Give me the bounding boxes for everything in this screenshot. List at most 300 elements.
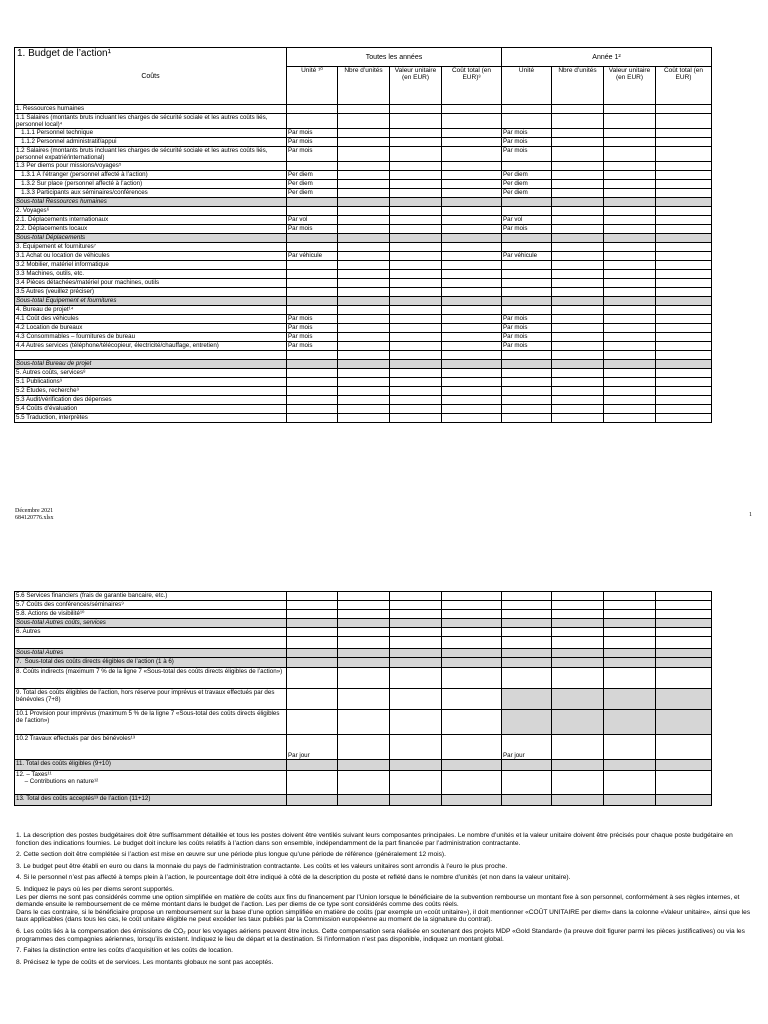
footnote: 2. Cette section doit être complétée si l’action est mise en œuvre sur une période plus longue qu’une période de référence (généralement 12 mois).	[16, 851, 446, 859]
value-cell	[604, 760, 656, 771]
value-cell	[442, 252, 502, 261]
budget-row	[15, 270, 712, 279]
budget-row	[15, 689, 712, 710]
value-cell	[604, 234, 656, 243]
value-cell	[656, 378, 712, 387]
value-cell	[338, 658, 390, 668]
budget-row	[15, 162, 712, 171]
row-label: 3.3 Machines, outils, etc.	[15, 270, 287, 279]
unit-cell	[287, 297, 338, 306]
row-label: 5.1 Publications⁹	[15, 378, 287, 387]
value-cell	[656, 689, 712, 710]
value-cell	[656, 306, 712, 315]
value-cell	[390, 279, 442, 288]
value-cell	[656, 710, 712, 735]
value-cell	[656, 297, 712, 306]
budget-row	[15, 225, 712, 234]
row-label: 5.2 Études, recherche⁹	[15, 387, 287, 396]
row-label: 11. Total des coûts éligibles (9+10)	[15, 760, 287, 771]
value-cell	[390, 261, 442, 270]
value-cell	[656, 243, 712, 252]
value-cell	[442, 360, 502, 369]
row-label: 3. Equipement et fournitures⁷	[15, 243, 287, 252]
value-cell	[656, 288, 712, 297]
budget-row	[15, 198, 712, 207]
unit-cell-year-1	[502, 378, 552, 387]
value-cell	[390, 414, 442, 423]
value-cell	[338, 360, 390, 369]
value-cell	[656, 252, 712, 261]
value-cell	[604, 261, 656, 270]
unit-cell	[287, 619, 338, 628]
unit-cell	[287, 649, 338, 658]
value-cell	[656, 601, 712, 610]
budget-row	[15, 114, 712, 129]
value-cell	[338, 342, 390, 351]
unit-cell	[287, 198, 338, 207]
value-cell	[604, 735, 656, 760]
unit-cell: Par jour	[287, 735, 338, 760]
value-cell	[390, 162, 442, 171]
value-cell	[656, 171, 712, 180]
value-cell	[442, 735, 502, 760]
value-cell	[338, 795, 390, 806]
unit-cell	[287, 668, 338, 689]
value-cell	[390, 628, 442, 637]
value-cell	[604, 601, 656, 610]
unit-cell-year-1: Par mois	[502, 225, 552, 234]
column-header: Coût total (en EUR)³	[442, 67, 502, 105]
group-header-year-1: Année 1²	[502, 48, 712, 67]
unit-cell: Per diem	[287, 189, 338, 198]
unit-cell-year-1	[502, 619, 552, 628]
value-cell	[552, 261, 604, 270]
row-label: 4. Bureau de projet¹⁴	[15, 306, 287, 315]
value-cell	[604, 198, 656, 207]
value-cell	[442, 234, 502, 243]
value-cell	[442, 105, 502, 114]
value-cell	[552, 637, 604, 649]
value-cell	[604, 592, 656, 601]
value-cell	[338, 771, 390, 795]
value-cell	[656, 207, 712, 216]
value-cell	[552, 649, 604, 658]
value-cell	[552, 270, 604, 279]
value-cell	[390, 387, 442, 396]
value-cell	[338, 225, 390, 234]
value-cell	[442, 324, 502, 333]
budget-row	[15, 297, 712, 306]
unit-cell	[287, 637, 338, 649]
value-cell	[390, 637, 442, 649]
value-cell	[656, 270, 712, 279]
unit-cell-year-1: Par mois	[502, 333, 552, 342]
value-cell	[656, 225, 712, 234]
budget-row	[15, 243, 712, 252]
column-header: Valeur unitaire (en EUR)	[604, 67, 656, 105]
value-cell	[442, 306, 502, 315]
value-cell	[338, 637, 390, 649]
unit-cell-year-1	[502, 207, 552, 216]
value-cell	[552, 735, 604, 760]
value-cell	[604, 147, 656, 162]
value-cell	[552, 324, 604, 333]
budget-row	[15, 324, 712, 333]
budget-row	[15, 637, 712, 649]
value-cell	[338, 324, 390, 333]
value-cell	[552, 207, 604, 216]
value-cell	[656, 138, 712, 147]
budget-row	[15, 378, 712, 387]
value-cell	[338, 252, 390, 261]
value-cell	[338, 735, 390, 760]
value-cell	[656, 216, 712, 225]
value-cell	[338, 414, 390, 423]
row-label: 2. Voyages⁶	[15, 207, 287, 216]
row-label: 4.3 Consommables – fournitures de bureau	[15, 333, 287, 342]
unit-cell-year-1: Par mois	[502, 342, 552, 351]
value-cell	[390, 369, 442, 378]
budget-row	[15, 387, 712, 396]
budget-row	[15, 405, 712, 414]
value-cell	[338, 297, 390, 306]
value-cell	[552, 351, 604, 360]
footnote: 3. Le budget peut être établi en euro ou dans la monnaie du pays de l’administration contractante. Les coûts et les valeurs unitaires sont arrondis à l’euro le plus proche.	[16, 862, 508, 870]
value-cell	[552, 315, 604, 324]
value-cell	[338, 138, 390, 147]
value-cell	[552, 114, 604, 129]
row-label: 2.1. Déplacements internationaux	[15, 216, 287, 225]
value-cell	[552, 592, 604, 601]
budget-row	[15, 342, 712, 351]
unit-cell: Par mois	[287, 324, 338, 333]
value-cell	[442, 261, 502, 270]
row-label: 1.3.3 Participants aux séminaires/conférences	[15, 189, 287, 198]
unit-cell-year-1	[502, 405, 552, 414]
value-cell	[442, 147, 502, 162]
value-cell	[390, 342, 442, 351]
value-cell	[390, 592, 442, 601]
unit-cell	[287, 689, 338, 710]
value-cell	[338, 216, 390, 225]
value-cell	[442, 649, 502, 658]
value-cell	[338, 689, 390, 710]
value-cell	[390, 668, 442, 689]
value-cell	[390, 180, 442, 189]
unit-cell	[287, 628, 338, 637]
value-cell	[442, 270, 502, 279]
unit-cell	[287, 261, 338, 270]
value-cell	[656, 360, 712, 369]
footnote: 4. Si le personnel n’est pas affecté à temps plein à l’action, le pourcentage doit être indiqué à côté de la description du poste et reflété dans le nombre d’unités (et non dans la valeur unitaire).	[16, 874, 571, 882]
value-cell	[442, 405, 502, 414]
value-cell	[390, 378, 442, 387]
unit-cell-year-1	[502, 649, 552, 658]
value-cell	[656, 668, 712, 689]
value-cell	[338, 162, 390, 171]
budget-table-page-1	[14, 47, 712, 423]
value-cell	[338, 243, 390, 252]
row-label: 1.3.2 Sur place (personnel affecté à l’action)	[15, 180, 287, 189]
value-cell	[656, 795, 712, 806]
row-label: 4.1 Coût des véhicules	[15, 315, 287, 324]
value-cell	[552, 771, 604, 795]
value-cell	[604, 658, 656, 668]
row-label	[15, 637, 287, 649]
value-cell	[390, 105, 442, 114]
value-cell	[604, 270, 656, 279]
budget-row	[15, 279, 712, 288]
value-cell	[604, 324, 656, 333]
value-cell	[552, 387, 604, 396]
unit-cell: Par mois	[287, 225, 338, 234]
value-cell	[656, 735, 712, 760]
value-cell	[390, 315, 442, 324]
value-cell	[656, 114, 712, 129]
value-cell	[390, 760, 442, 771]
unit-cell-year-1	[502, 279, 552, 288]
value-cell	[552, 189, 604, 198]
unit-cell: Par vol	[287, 216, 338, 225]
value-cell	[604, 279, 656, 288]
value-cell	[656, 324, 712, 333]
value-cell	[338, 619, 390, 628]
value-cell	[552, 288, 604, 297]
value-cell	[604, 387, 656, 396]
value-cell	[442, 628, 502, 637]
value-cell	[390, 735, 442, 760]
value-cell	[656, 760, 712, 771]
value-cell	[604, 689, 656, 710]
value-cell	[552, 360, 604, 369]
unit-cell-year-1	[502, 234, 552, 243]
value-cell	[552, 171, 604, 180]
budget-row	[15, 333, 712, 342]
value-cell	[552, 138, 604, 147]
value-cell	[604, 225, 656, 234]
value-cell	[390, 252, 442, 261]
row-label: 1. Ressources humaines	[15, 105, 287, 114]
unit-cell-year-1	[502, 637, 552, 649]
value-cell	[656, 147, 712, 162]
unit-cell	[287, 601, 338, 610]
budget-row	[15, 771, 712, 795]
value-cell	[604, 129, 656, 138]
value-cell	[552, 243, 604, 252]
value-cell	[442, 342, 502, 351]
row-label: 5. Autres coûts, services⁸	[15, 369, 287, 378]
value-cell	[390, 324, 442, 333]
unit-cell-year-1	[502, 162, 552, 171]
value-cell	[390, 288, 442, 297]
unit-cell-year-1	[502, 771, 552, 795]
unit-cell-year-1	[502, 270, 552, 279]
value-cell	[442, 180, 502, 189]
value-cell	[390, 171, 442, 180]
row-label	[15, 351, 287, 360]
value-cell	[442, 171, 502, 180]
value-cell	[338, 198, 390, 207]
value-cell	[442, 771, 502, 795]
footnote: 7. Faites la distinction entre les coûts d’acquisition et les coûts de location.	[16, 947, 233, 955]
footer-file: 684120776.xlsx	[15, 515, 54, 521]
unit-cell: Par mois	[287, 147, 338, 162]
value-cell	[442, 396, 502, 405]
unit-cell-year-1	[502, 297, 552, 306]
value-cell	[552, 414, 604, 423]
value-cell	[442, 216, 502, 225]
value-cell	[338, 207, 390, 216]
value-cell	[656, 396, 712, 405]
row-label: 4.2 Location de bureaux	[15, 324, 287, 333]
unit-cell-year-1: Per diem	[502, 180, 552, 189]
value-cell	[656, 279, 712, 288]
row-label: 7. Sous-total des coûts directs éligibles de l’action (1 à 6)	[15, 658, 287, 668]
value-cell	[442, 760, 502, 771]
value-cell	[604, 162, 656, 171]
unit-cell	[287, 207, 338, 216]
budget-row	[15, 414, 712, 423]
value-cell	[390, 234, 442, 243]
value-cell	[390, 360, 442, 369]
value-cell	[604, 649, 656, 658]
value-cell	[442, 592, 502, 601]
unit-cell-year-1	[502, 387, 552, 396]
value-cell	[390, 619, 442, 628]
row-label: 12. – Taxes¹¹ – Contributions en nature¹²	[15, 771, 287, 795]
unit-cell-year-1	[502, 369, 552, 378]
value-cell	[442, 689, 502, 710]
value-cell	[338, 405, 390, 414]
value-cell	[338, 610, 390, 619]
unit-cell	[287, 760, 338, 771]
budget-row	[15, 288, 712, 297]
unit-cell-year-1	[502, 610, 552, 619]
group-header-all-years: Toutes les années	[287, 48, 502, 67]
row-label: 5.5 Traduction, interprètes	[15, 414, 287, 423]
value-cell	[604, 180, 656, 189]
value-cell	[442, 138, 502, 147]
unit-cell	[287, 234, 338, 243]
value-cell	[552, 658, 604, 668]
value-cell	[442, 668, 502, 689]
value-cell	[604, 795, 656, 806]
value-cell	[656, 180, 712, 189]
unit-cell: Par mois	[287, 333, 338, 342]
value-cell	[656, 610, 712, 619]
unit-cell-year-1	[502, 668, 552, 689]
row-label: 3.4 Pièces détachées/matériel pour machines, outils	[15, 279, 287, 288]
unit-cell	[287, 288, 338, 297]
unit-cell: Per diem	[287, 171, 338, 180]
value-cell	[604, 315, 656, 324]
value-cell	[552, 710, 604, 735]
unit-cell-year-1: Par véhicule	[502, 252, 552, 261]
value-cell	[390, 710, 442, 735]
value-cell	[604, 405, 656, 414]
value-cell	[656, 405, 712, 414]
value-cell	[604, 396, 656, 405]
budget-row	[15, 171, 712, 180]
unit-cell-year-1: Par mois	[502, 324, 552, 333]
unit-cell	[287, 710, 338, 735]
value-cell	[656, 637, 712, 649]
budget-row	[15, 147, 712, 162]
section-title: 1. Budget de l’action¹	[17, 48, 111, 59]
unit-cell-year-1	[502, 760, 552, 771]
budget-row	[15, 180, 712, 189]
unit-cell-year-1	[502, 689, 552, 710]
unit-cell	[287, 592, 338, 601]
cost-header: Coûts	[15, 48, 287, 105]
value-cell	[442, 225, 502, 234]
value-cell	[552, 601, 604, 610]
value-cell	[604, 171, 656, 180]
value-cell	[338, 601, 390, 610]
value-cell	[442, 315, 502, 324]
value-cell	[442, 162, 502, 171]
budget-row	[15, 668, 712, 689]
row-label: Sous-total Ressources humaines	[15, 198, 287, 207]
value-cell	[442, 288, 502, 297]
value-cell	[442, 369, 502, 378]
value-cell	[552, 198, 604, 207]
unit-cell-year-1: Par mois	[502, 129, 552, 138]
row-label: 1.1 Salaires (montants bruts incluant les charges de sécurité sociale et les autres coûts liés, personnel local)⁴	[15, 114, 287, 129]
value-cell	[390, 306, 442, 315]
budget-row	[15, 351, 712, 360]
unit-cell	[287, 414, 338, 423]
unit-cell	[287, 105, 338, 114]
value-cell	[656, 369, 712, 378]
value-cell	[338, 649, 390, 658]
value-cell	[442, 351, 502, 360]
budget-row	[15, 619, 712, 628]
unit-cell	[287, 396, 338, 405]
unit-cell	[287, 279, 338, 288]
unit-cell	[287, 369, 338, 378]
value-cell	[656, 129, 712, 138]
value-cell	[656, 105, 712, 114]
value-cell	[390, 658, 442, 668]
row-label: 5.7 Coûts des conférences/séminaires⁹	[15, 601, 287, 610]
value-cell	[604, 619, 656, 628]
value-cell	[338, 279, 390, 288]
value-cell	[656, 189, 712, 198]
value-cell	[552, 668, 604, 689]
budget-row	[15, 306, 712, 315]
row-label: 13. Total des coûts acceptés¹³ de l’action (11+12)	[15, 795, 287, 806]
value-cell	[338, 129, 390, 138]
value-cell	[338, 171, 390, 180]
row-label: Sous-total Autres	[15, 649, 287, 658]
unit-cell	[287, 795, 338, 806]
unit-cell	[287, 771, 338, 795]
value-cell	[604, 207, 656, 216]
row-label: 1.3.1 À l’étranger (personnel affecté à l’action)	[15, 171, 287, 180]
column-header: Unité ¹⁰	[287, 67, 338, 105]
row-label: 3.1 Achat ou location de véhicules	[15, 252, 287, 261]
column-header: Nbre d’unités	[552, 67, 604, 105]
value-cell	[338, 114, 390, 129]
value-cell	[338, 592, 390, 601]
value-cell	[442, 279, 502, 288]
unit-cell-year-1: Par vol	[502, 216, 552, 225]
value-cell	[552, 628, 604, 637]
value-cell	[604, 414, 656, 423]
unit-cell	[287, 114, 338, 129]
unit-cell: Par mois	[287, 138, 338, 147]
